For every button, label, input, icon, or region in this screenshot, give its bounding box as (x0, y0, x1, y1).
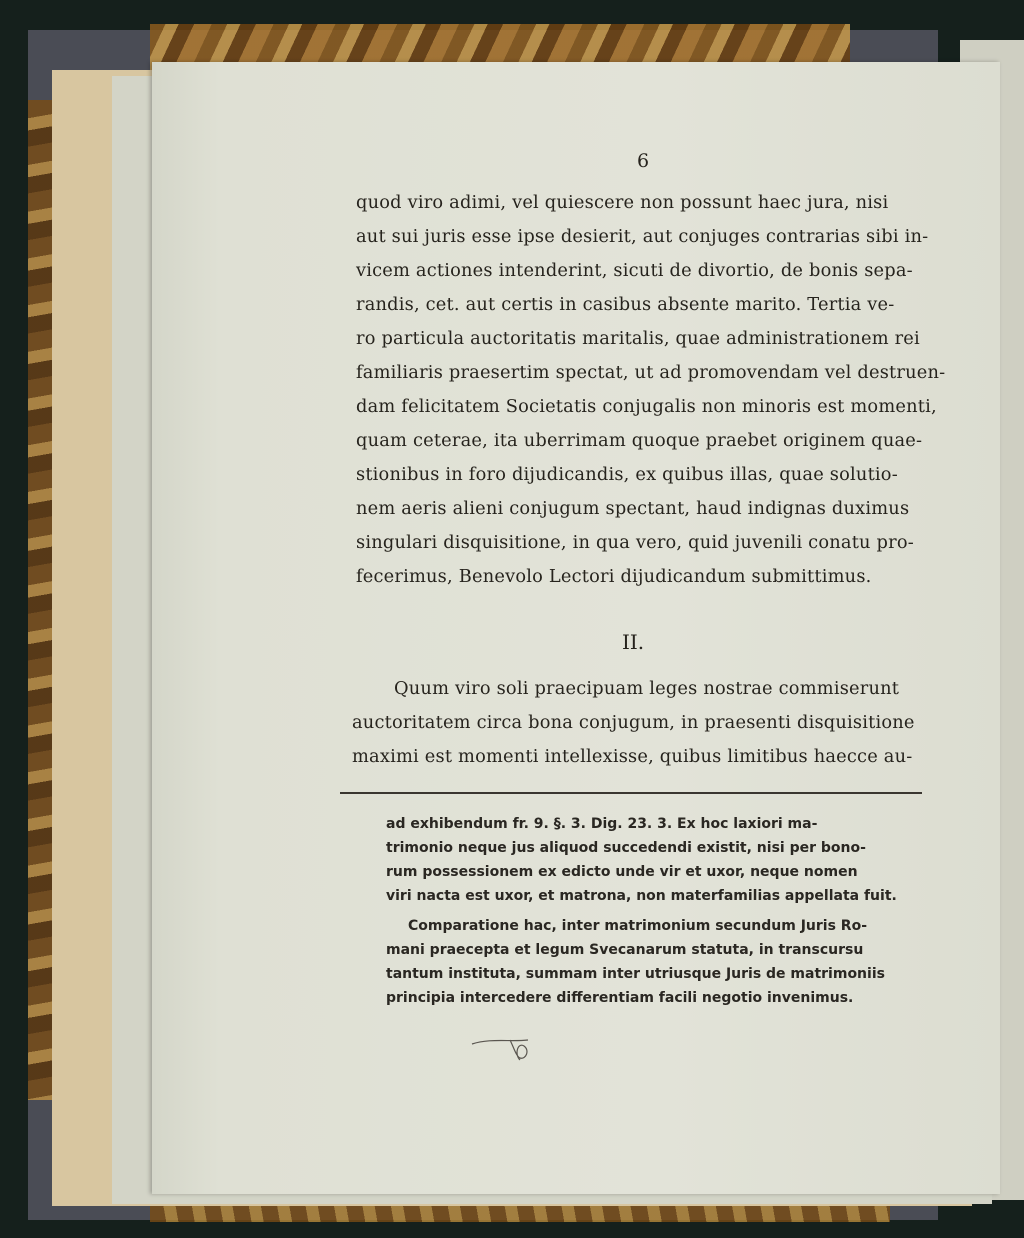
text-line: stionibus in foro dijudicandis, ex quibus illas, quae solutio- (356, 464, 898, 485)
page-number: 6 (637, 150, 650, 172)
paragraph-2 (352, 672, 932, 774)
text-line: Quum viro soli praecipuam leges nostrae commiserunt (394, 678, 900, 699)
text-line: ro particula auctoritatis maritalis, quae administrationem rei (356, 328, 920, 349)
text-line: maximi est momenti intellexisse, quibus limitibus haecce au- (352, 746, 913, 767)
section-heading: II. (622, 630, 645, 654)
footnote-line: viri nacta est uxor, et matrona, non materfamilias appellata fuit. (386, 888, 897, 904)
text-line: familiaris praesertim spectat, ut ad promovendam vel destruen- (356, 362, 946, 383)
footnote-line: mani praecepta et legum Svecanarum statuta, in transcursu (386, 942, 864, 958)
footnote-line: principia intercedere differentiam facili negotio invenimus. (386, 990, 854, 1006)
text-line: aut sui juris esse ipse desierit, aut conjuges contrarias sibi in- (356, 226, 929, 247)
text-line: vicem actiones intenderint, sicuti de divortio, de bonis sepa- (356, 260, 913, 281)
footnote (386, 812, 936, 1010)
text-line: singulari disquisitione, in qua vero, quid juvenili conatu pro- (356, 532, 914, 553)
text-line: quod viro adimi, vel quiescere non possunt haec jura, nisi (356, 192, 889, 213)
paragraph-1 (356, 186, 946, 594)
ink-flourish-icon (470, 1030, 540, 1070)
footnote-line: ad exhibendum fr. 9. §. 3. Dig. 23. 3. Ex hoc laxiori ma- (386, 816, 818, 832)
text-line: dam felicitatem Societatis conjugalis non minoris est momenti, (356, 396, 937, 417)
footnote-line: trimonio neque jus aliquod succedendi existit, nisi per bono- (386, 840, 866, 856)
footnote-rule (340, 792, 922, 794)
text-line: quam ceterae, ita uberrimam quoque praebet originem quae- (356, 430, 923, 451)
text-line: nem aeris alieni conjugum spectant, haud indignas duximus (356, 498, 910, 519)
footnote-line: tantum instituta, summam inter utriusque Juris de matrimoniis (386, 966, 885, 982)
text-line: randis, cet. aut certis in casibus absente marito. Tertia ve- (356, 294, 895, 315)
footnote-line: rum possessionem ex edicto unde vir et uxor, neque nomen (386, 864, 858, 880)
text-line: auctoritatem circa bona conjugum, in praesenti disquisitione (352, 712, 915, 733)
footnote-line: Comparatione hac, inter matrimonium secundum Juris Ro- (408, 918, 868, 934)
text-line: fecerimus, Benevolo Lectori dijudicandum submittimus. (356, 566, 872, 587)
